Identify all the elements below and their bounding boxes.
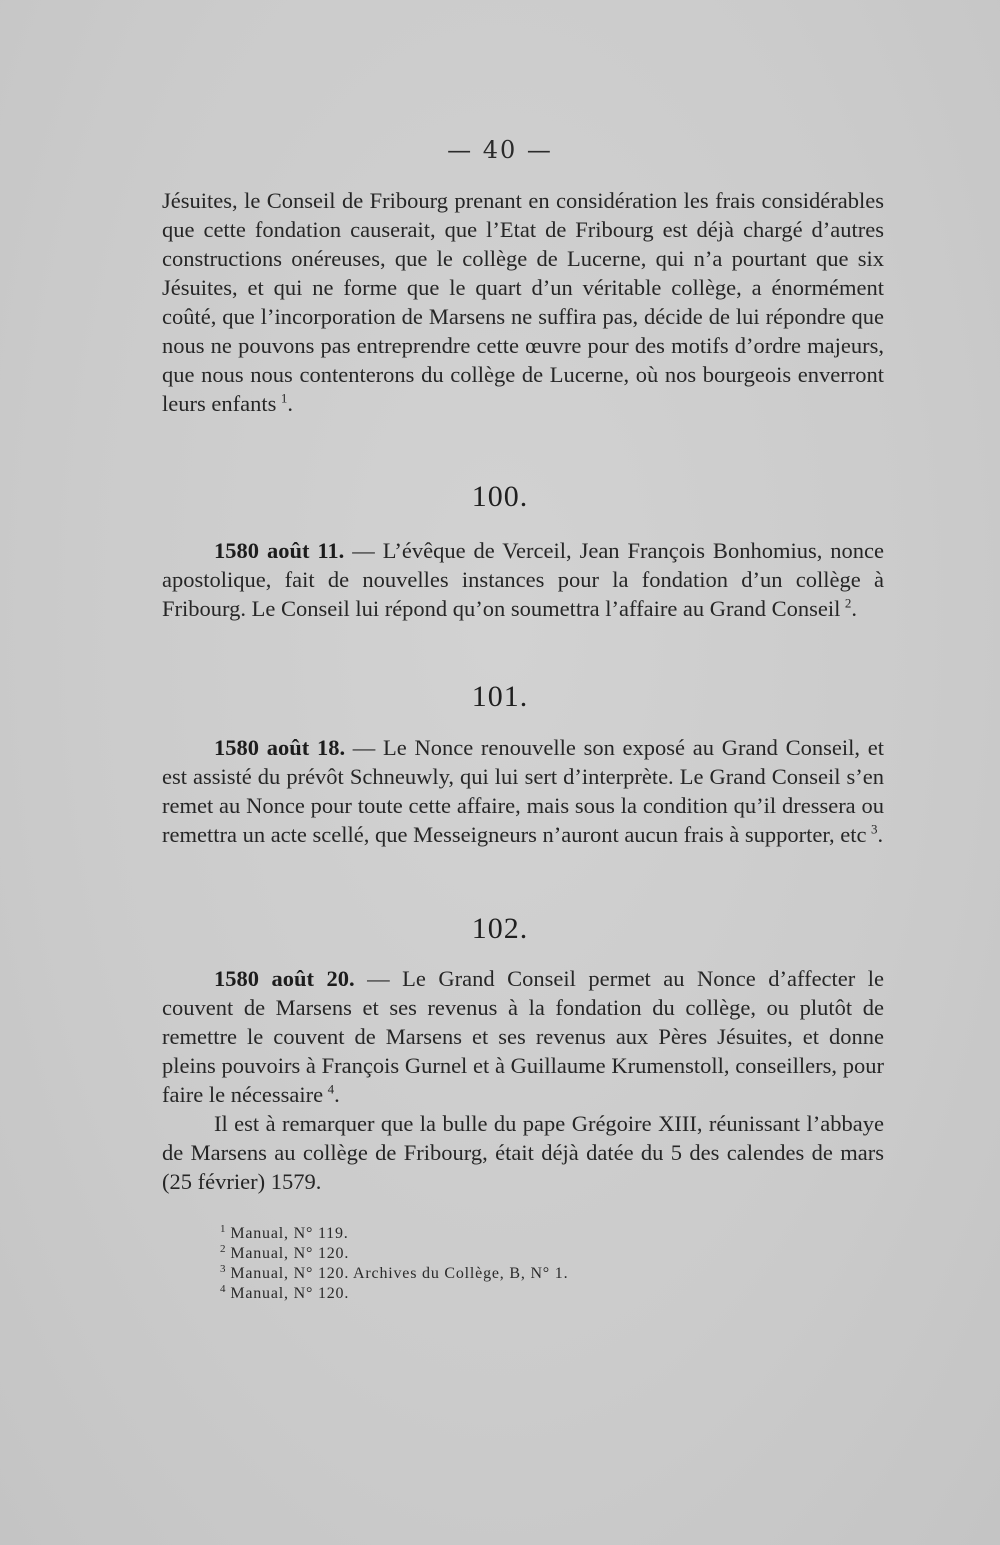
section-100-end: . (851, 596, 858, 621)
section-101-text: — Le Nonce renouvelle son exposé au Grand Conseil, et est assisté du prévôt Schneuwly, qui lui sert d’interprète. Le Grand Conseil s’en remet au Nonce pour toute cette affaire, mais sous la condition qu’il dressera ou remettra un acte scellé, que Messeigneurs n’auront aucun frais à supporter, etc (162, 735, 884, 847)
section-102-paragraph (162, 964, 884, 1109)
footnote-1 (220, 1224, 820, 1244)
section-heading-100: 100. (471, 480, 529, 513)
footnote-3-mark: 3 (220, 1262, 227, 1275)
footnote-4-text: Manual, N° 120. (230, 1285, 350, 1302)
footnote-2-text: Manual, N° 120. (230, 1245, 350, 1262)
section-100-block (162, 536, 884, 623)
footnotes (220, 1224, 820, 1304)
section-heading-101: 101. (471, 680, 529, 713)
section-102-block (162, 964, 884, 1196)
section-101-block (162, 733, 884, 849)
section-102-remark-paragraph: Il est à remarquer que la bulle du pape Grégoire XIII, réunissant l’abbaye de Marsens au collège de Fribourg, était déjà datée du 5 des calendes de mars (25 février) 1579. (162, 1111, 884, 1194)
section-heading-102: 102. (471, 912, 529, 945)
section-100-text: — L’évêque de Verceil, Jean François Bonhomius, nonce apostolique, fait de nouvelles instances pour la fondation d’un collège à Fribourg. Le Conseil lui répond qu’on soumettra l’affaire au Grand Conseil (162, 538, 884, 621)
section-101-end: . (877, 822, 884, 847)
footnote-ref-4: 4 (327, 1081, 335, 1097)
intro-text: Jésuites, le Conseil de Fribourg prenant en considération les frais considérables que cette fondation causerait, que l’Etat de Fribourg est déjà chargé d’autres constructions onéreuses, que le collège de Lucerne, qui n’a pourtant que six Jésuites, et qui ne forme que le quart d’un véritable collège, a énormément coûté, que l’incorporation de Marsens ne suffira pas, décide de lui répondre que nous ne pouvons pas entreprendre cette œuvre pour des motifs d’ordre majeurs, que nous nous contenterons du collège de Lucerne, où nos bourgeois enverront leurs enfants (162, 188, 884, 416)
footnote-3 (220, 1264, 820, 1284)
footnote-1-text: Manual, N° 119. (230, 1225, 349, 1242)
section-101-date: 1580 août 18. (214, 735, 346, 760)
footnote-1-mark: 1 (220, 1222, 227, 1235)
section-100-paragraph (162, 536, 884, 623)
page-number: — 40 — (447, 136, 553, 164)
section-102-date: 1580 août 20. (214, 966, 355, 991)
footnote-ref-2: 2 (844, 595, 852, 611)
footnote-ref-1: 1 (280, 390, 288, 406)
intro-end: . (287, 391, 293, 416)
footnote-4 (220, 1284, 820, 1304)
footnote-ref-3: 3 (870, 821, 878, 837)
intro-paragraph-block (162, 186, 884, 418)
intro-paragraph (162, 186, 884, 418)
section-100-date: 1580 août 11. (214, 538, 345, 563)
section-102-end: . (334, 1082, 340, 1107)
footnote-3-text: Manual, N° 120. Archives du Collège, B, N° 1. (230, 1265, 569, 1282)
footnote-4-mark: 4 (220, 1282, 227, 1295)
footnote-2 (220, 1244, 820, 1264)
footnote-2-mark: 2 (220, 1242, 227, 1255)
section-101-paragraph (162, 733, 884, 849)
section-102-text: — Le Grand Conseil permet au Nonce d’affecter le couvent de Marsens et ses revenus à la fondation du collège, ou plutôt de remettre le couvent de Marsens et ses revenus aux Pères Jésuites, et donne pleins pouvoirs à François Gurnel et à Guillaume Krumenstoll, conseillers, pour faire le nécessaire (162, 966, 885, 1107)
